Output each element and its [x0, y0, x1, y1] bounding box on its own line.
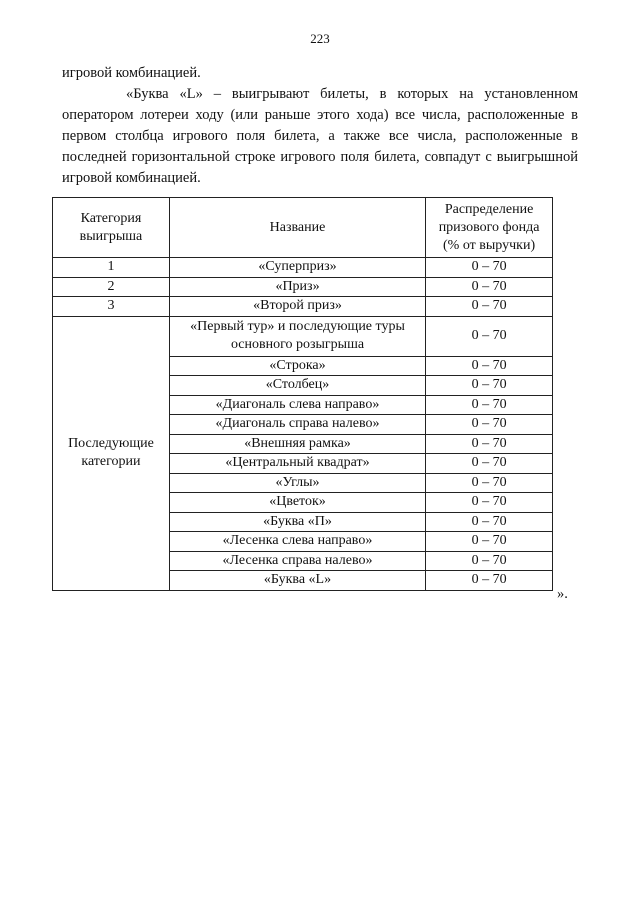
cell-distribution: 0 – 70 [426, 356, 553, 376]
cell-name: «Приз» [169, 277, 425, 297]
cell-distribution: 0 – 70 [426, 434, 553, 454]
cell-name: «Второй приз» [169, 297, 425, 317]
cell-name: «Центральный квадрат» [169, 454, 425, 474]
cell-distribution: 0 – 70 [426, 376, 553, 396]
page-number: 223 [310, 31, 330, 46]
table-row [53, 277, 553, 297]
cell-distribution: 0 – 70 [426, 395, 553, 415]
cell-name: «Углы» [169, 473, 425, 493]
cell-name: «Столбец» [169, 376, 425, 396]
cell-distribution: 0 – 70 [426, 415, 553, 435]
cell-distribution: 0 – 70 [426, 454, 553, 474]
cell-name: «Диагональ справа налево» [169, 415, 425, 435]
cell-distribution: 0 – 70 [426, 571, 553, 591]
cell-name: «Лесенка справа налево» [169, 551, 425, 571]
cell-name: «Суперприз» [169, 258, 425, 278]
cell-name: «Цветок» [169, 493, 425, 513]
cell-name: «Буква «L» [169, 571, 425, 591]
cell-name: «Строка» [169, 356, 425, 376]
cell-distribution: 0 – 70 [426, 316, 553, 356]
cell-distribution: 0 – 70 [426, 493, 553, 513]
paragraph-continuation: игровой комбинацией. [62, 65, 201, 81]
cell-category: 1 [53, 258, 170, 278]
header-distribution: Распределение призового фонда (% от выручки) [426, 198, 553, 258]
cell-name: «Буква «П» [169, 512, 425, 532]
cell-distribution: 0 – 70 [426, 473, 553, 493]
cell-category: 3 [53, 297, 170, 317]
cell-distribution: 0 – 70 [426, 297, 553, 317]
table-row [53, 316, 553, 356]
table-row [53, 297, 553, 317]
header-category: Категория выигрыша [53, 198, 170, 258]
prize-distribution-table [52, 197, 553, 591]
cell-distribution: 0 – 70 [426, 512, 553, 532]
table-row [53, 258, 553, 278]
cell-distribution: 0 – 70 [426, 551, 553, 571]
cell-name: «Лесенка слева направо» [169, 532, 425, 552]
cell-name: «Внешняя рамка» [169, 434, 425, 454]
cell-category: 2 [53, 277, 170, 297]
table-header-row [53, 198, 553, 258]
paragraph-letter-l-rule: «Буква «L» – выигрывают билеты, в которых на установленном оператором лотереи ходу (или раньше этого хода) все числа, расположенные в первом столбца игрового поля билета, а также все числа, расположенные в последней горизонтальной строке игрового поля билета, совпадут с выигрышной игровой комбинацией. [62, 86, 578, 186]
header-name: Название [169, 198, 425, 258]
cell-name: «Первый тур» и последующие туры основного розыгрыша [169, 316, 425, 356]
cell-distribution: 0 – 70 [426, 258, 553, 278]
cell-distribution: 0 – 70 [426, 532, 553, 552]
closing-quote: ». [557, 586, 568, 602]
cell-name: «Диагональ слева направо» [169, 395, 425, 415]
cell-subsequent-categories: Последующие категории [53, 316, 170, 590]
cell-distribution: 0 – 70 [426, 277, 553, 297]
